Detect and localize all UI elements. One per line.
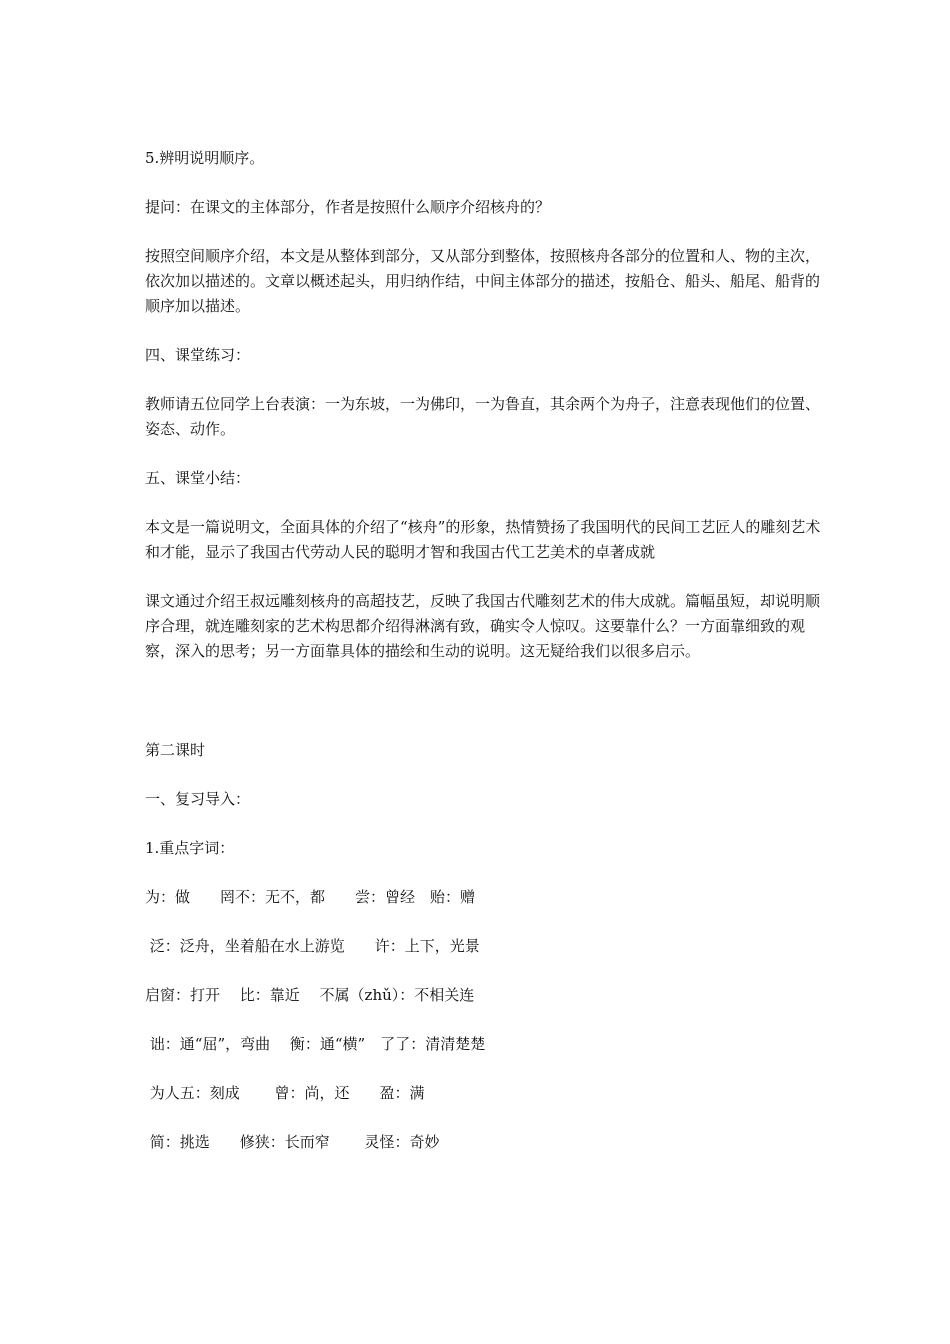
vocab-line-3: 启窗：打开 比：靠近 不属（zhǔ）：不相关连 xyxy=(145,986,475,1004)
section-heading-summary: 五、课堂小结： xyxy=(145,469,251,487)
vocab-line-2: 泛：泛舟，坐着船在水上游览 许：上下，光景 xyxy=(145,937,480,955)
lesson-heading-second: 第二课时 xyxy=(145,741,206,759)
section-heading-practice: 四、课堂练习： xyxy=(145,346,251,364)
practice-paragraph: 教师请五位同学上台表演：一为东坡，一为佛印，一为鲁直，其余两个为舟子，注意表现他们的位置、姿态、动作。 xyxy=(145,395,821,438)
heading-step-5: 5.辨明说明顺序。 xyxy=(145,149,265,167)
vocab-line-6: 简：挑选 修狭：长而窄 灵怪：奇妙 xyxy=(145,1133,440,1151)
summary-paragraph-2: 课文通过介绍王叔远雕刻核舟的高超技艺，反映了我国古代雕刻艺术的伟大成就。篇幅虽短，却说明顺序合理，就连雕刻家的艺术构思都介绍得淋漓有致，确实令人惊叹。这要靠什么？一方面靠细致的观察，深入的思考；另一方面靠具体的描绘和生动的说明。这无疑给我们以很多启示。 xyxy=(145,592,821,660)
vocab-line-5: 为人五：刻成 曾：尚，还 盈：满 xyxy=(145,1084,425,1102)
vocab-line-1: 为：做 罔不：无不，都 尝：曾经 贻：赠 xyxy=(145,888,476,906)
vocab-line-4: 诎：通“屈”，弯曲 衡：通“横” 了了：清清楚楚 xyxy=(145,1035,486,1053)
answer-paragraph: 按照空间顺序介绍，本文是从整体到部分，又从部分到整体，按照核舟各部分的位置和人、物的主次，依次加以描述的。文章以概述起头，用归纳作结，中间主体部分的描述，按船仓、船头、船尾、船背的顺序加以描述。 xyxy=(145,247,821,315)
question-paragraph: 提问：在课文的主体部分，作者是按照什么顺序介绍核舟的？ xyxy=(145,198,551,216)
section-heading-review: 一、复习导入： xyxy=(145,790,251,808)
document-body xyxy=(145,146,825,1155)
summary-paragraph-1: 本文是一篇说明文，全面具体的介绍了“核舟”的形象，热情赞扬了我国明代的民间工艺匠人的雕刻艺术和才能，显示了我国古代劳动人民的聪明才智和我国古代工艺美术的卓著成就 xyxy=(145,518,821,561)
subheading-key-words: 1.重点字词： xyxy=(145,839,235,857)
